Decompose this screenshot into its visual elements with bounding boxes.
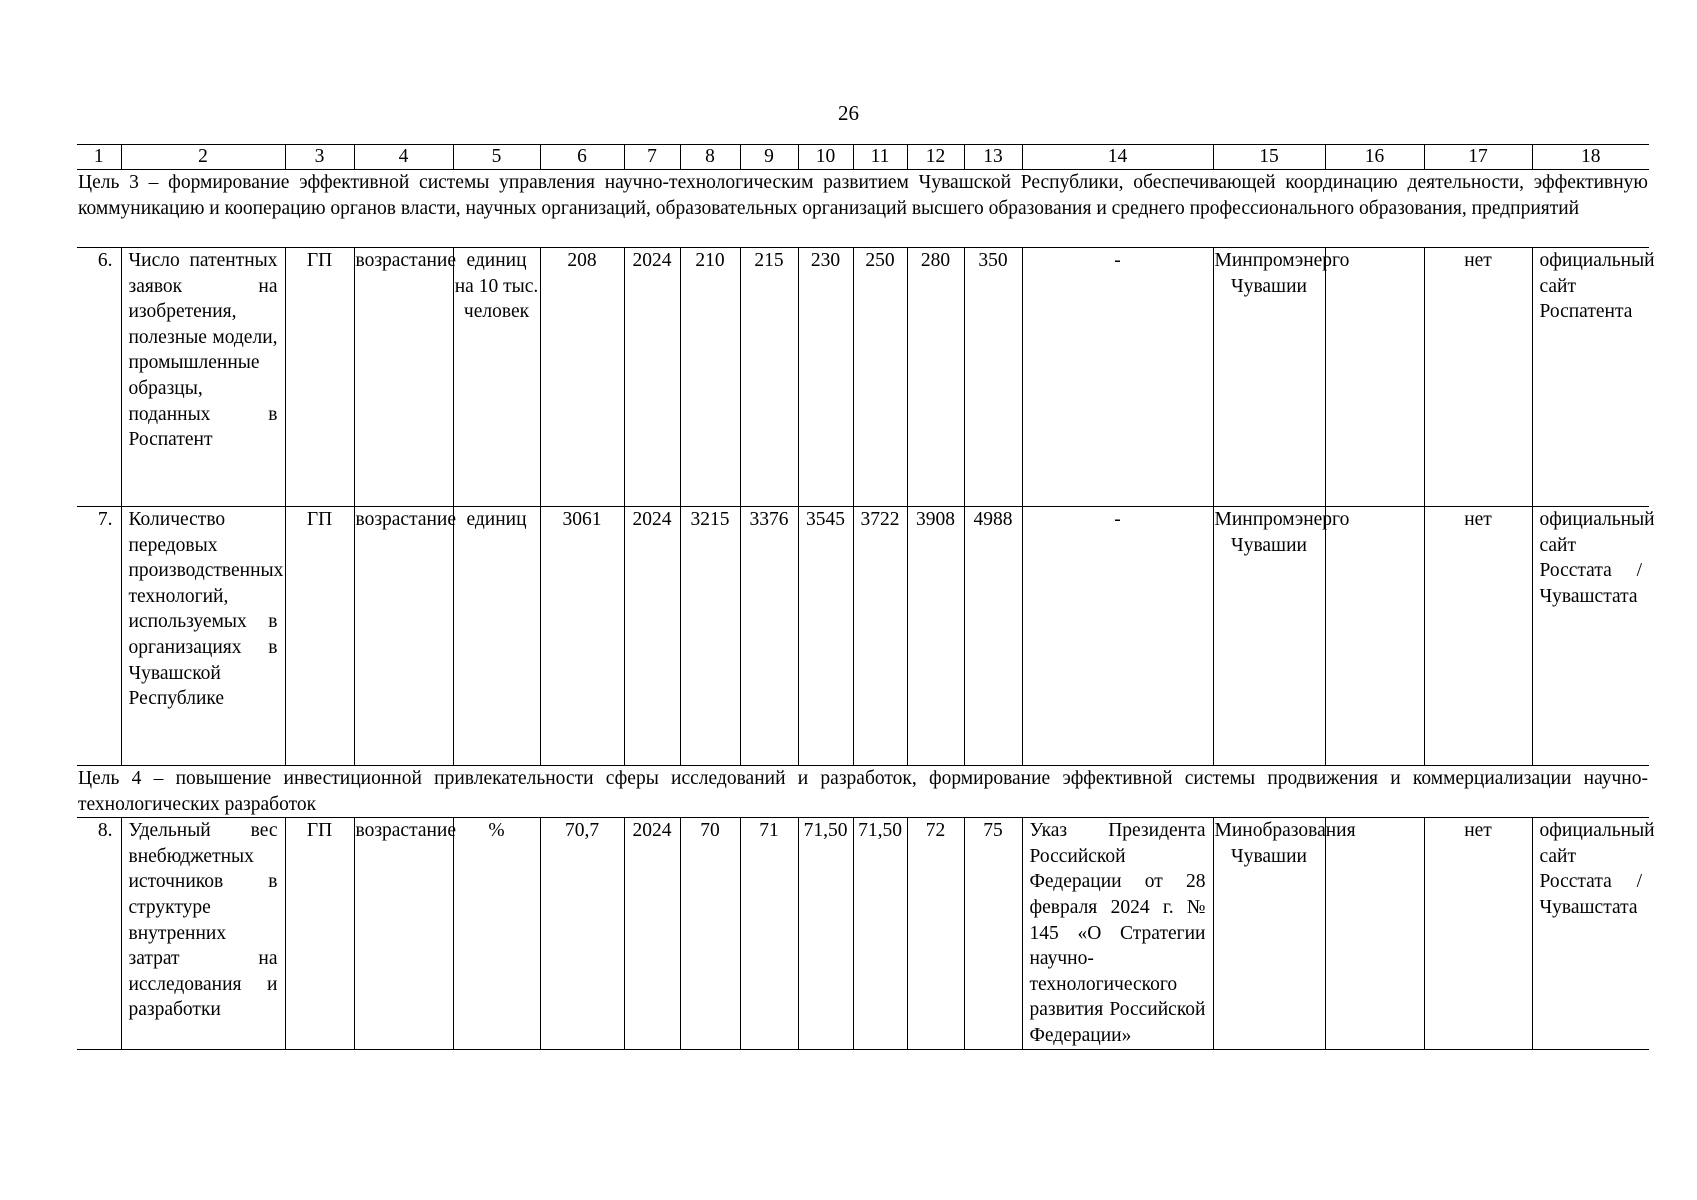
column-header: 11 bbox=[853, 145, 907, 170]
indicator-unit: единиц bbox=[453, 507, 540, 766]
column-header: 17 bbox=[1424, 145, 1532, 170]
value-col-9: 71 bbox=[740, 818, 798, 1050]
value-col-8: 210 bbox=[680, 248, 740, 507]
column-16-cell bbox=[1325, 818, 1424, 1050]
column-header: 6 bbox=[540, 145, 624, 170]
value-col-12: 280 bbox=[907, 248, 964, 507]
data-source: официальный сайт Роспатента bbox=[1532, 248, 1649, 507]
column-header: 18 bbox=[1532, 145, 1649, 170]
value-col-13: 4988 bbox=[964, 507, 1022, 766]
indicator-type: ГП bbox=[285, 507, 354, 766]
responsible-body: Минобразования Чувашии bbox=[1213, 818, 1325, 1050]
indicators-table bbox=[77, 144, 1655, 1050]
indicator-trend: возрастание bbox=[354, 248, 453, 507]
goal-3-row bbox=[77, 170, 1649, 248]
indicator-type: ГП bbox=[285, 818, 354, 1050]
column-header: 4 bbox=[354, 145, 453, 170]
indicator-name: Количество передовых производственных технологий, используемых в организациях в Чувашской Республике bbox=[121, 507, 285, 766]
column-header: 10 bbox=[798, 145, 853, 170]
goal-3-text: Цель 3 – формирование эффективной системы управления научно-технологическим развитием Чувашской Республики, обеспечивающей координацию деятельности, эффективную коммуникацию и кооперацию органов власти, научных организаций, образовательных организаций высшего образования и среднего профессионального образования, предприятий bbox=[77, 170, 1649, 248]
value-col-12: 3908 bbox=[907, 507, 964, 766]
base-value: 208 bbox=[540, 248, 624, 507]
column-header: 16 bbox=[1325, 145, 1424, 170]
legal-document: - bbox=[1022, 507, 1213, 766]
table-row bbox=[77, 818, 1649, 1050]
value-col-9: 3376 bbox=[740, 507, 798, 766]
indicator-unit: единиц на 10 тыс. человек bbox=[453, 248, 540, 507]
column-header: 3 bbox=[285, 145, 354, 170]
goal-4-row bbox=[77, 766, 1649, 818]
row-number: 8. bbox=[77, 818, 121, 1050]
page-number: 26 bbox=[838, 101, 859, 125]
legal-document: Указ Президента Российской Федерации от 28 февраля 2024 г. № 145 «О Стратегии научно-технологического развития Российской Федерации» bbox=[1022, 818, 1213, 1050]
column-16-cell bbox=[1325, 507, 1424, 766]
base-year: 2024 bbox=[624, 248, 680, 507]
column-header: 8 bbox=[680, 145, 740, 170]
base-year: 2024 bbox=[624, 818, 680, 1050]
column-header: 13 bbox=[964, 145, 1022, 170]
base-year: 2024 bbox=[624, 507, 680, 766]
value-col-12: 72 bbox=[907, 818, 964, 1050]
table-row bbox=[77, 507, 1649, 766]
column-header: 5 bbox=[453, 145, 540, 170]
responsible-body: Минпромэнерго Чувашии bbox=[1213, 507, 1325, 766]
column-header: 1 bbox=[77, 145, 121, 170]
column-17-cell: нет bbox=[1424, 818, 1532, 1050]
column-header: 15 bbox=[1213, 145, 1325, 170]
base-value: 70,7 bbox=[540, 818, 624, 1050]
column-16-cell bbox=[1325, 248, 1424, 507]
indicator-unit: % bbox=[453, 818, 540, 1050]
responsible-body: Минпромэнерго Чувашии bbox=[1213, 248, 1325, 507]
column-17-cell: нет bbox=[1424, 507, 1532, 766]
column-header: 7 bbox=[624, 145, 680, 170]
value-col-10: 230 bbox=[798, 248, 853, 507]
data-source: официальный сайт Росстата / Чувашстата bbox=[1532, 818, 1649, 1050]
indicator-name: Удельный вес внебюджетных источников в структуре внутренних затрат на исследования и разработки bbox=[121, 818, 285, 1050]
column-header: 2 bbox=[121, 145, 285, 170]
indicator-name: Число патентных заявок на изобретения, полезные модели, промышленные образцы, поданных в Роспатент bbox=[121, 248, 285, 507]
row-number: 6. bbox=[77, 248, 121, 507]
value-col-10: 3545 bbox=[798, 507, 853, 766]
value-col-9: 215 bbox=[740, 248, 798, 507]
value-col-13: 350 bbox=[964, 248, 1022, 507]
value-col-11: 71,50 bbox=[853, 818, 907, 1050]
value-col-8: 3215 bbox=[680, 507, 740, 766]
indicator-type: ГП bbox=[285, 248, 354, 507]
indicator-trend: возрастание bbox=[354, 818, 453, 1050]
value-col-8: 70 bbox=[680, 818, 740, 1050]
column-number-row bbox=[77, 145, 1649, 170]
indicator-trend: возрастание bbox=[354, 507, 453, 766]
data-source: официальный сайт Росстата / Чувашстата bbox=[1532, 507, 1649, 766]
table-row bbox=[77, 248, 1649, 507]
value-col-10: 71,50 bbox=[798, 818, 853, 1050]
value-col-13: 75 bbox=[964, 818, 1022, 1050]
row-number: 7. bbox=[77, 507, 121, 766]
column-header: 9 bbox=[740, 145, 798, 170]
legal-document: - bbox=[1022, 248, 1213, 507]
column-header: 12 bbox=[907, 145, 964, 170]
base-value: 3061 bbox=[540, 507, 624, 766]
column-header: 14 bbox=[1022, 145, 1213, 170]
value-col-11: 250 bbox=[853, 248, 907, 507]
column-17-cell: нет bbox=[1424, 248, 1532, 507]
value-col-11: 3722 bbox=[853, 507, 907, 766]
goal-4-text: Цель 4 – повышение инвестиционной привлекательности сферы исследований и разработок, формирование эффективной системы продвижения и коммерциализации научно-технологических разработок bbox=[77, 766, 1649, 818]
